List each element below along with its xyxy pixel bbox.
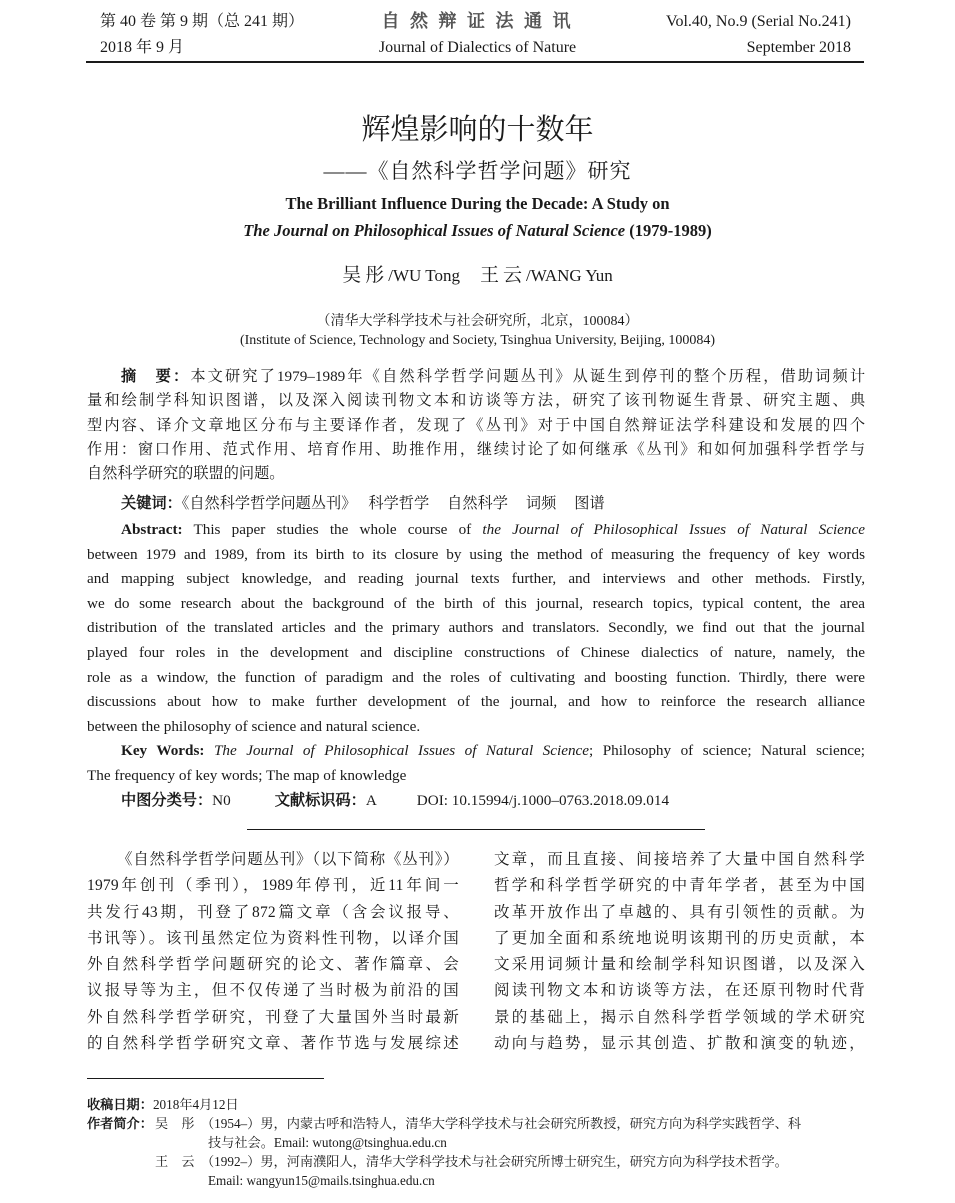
doc-code-value: A [365,792,377,809]
author-1-cn: 吴彤 [342,265,389,286]
abstract-en-line: between the philosophy of science and natural science. [87,717,421,735]
header-issue-cn: 第 40 卷 第 9 期（总 241 期） [100,13,305,30]
keywords-cn [121,492,605,516]
keyword-item: 《自然科学哲学问题丛刊》 [181,495,357,512]
abstract-en [87,518,865,789]
author-line [0,264,955,288]
header-rule [86,61,864,63]
body-line: 外自然科学哲学问题研究的论文、著作篇章、会 [87,956,459,974]
author-bio-2-text: （1992–）男，河南濮阳人，清华大学科学技术与社会研究所博士研究生，研究方向为科学技术哲学。 [201,1154,788,1169]
author-bio-2-email: Email: wangyun15@mails.tsinghua.edu.cn [208,1173,435,1188]
title-cn: 辉煌影响的十数年 [361,114,594,146]
header-date-en: September 2018 [746,39,851,56]
abstract-cn-label: 摘 要： [121,368,191,385]
body-line: 的自然科学哲学研究文章、著作节选与发展综述 [87,1035,459,1053]
author-2-en: /WANG Yun [525,266,613,285]
abstract-en-line: and mapping subject knowledge, and reading journal texts further, and interviews and other methods. Firstly, [87,570,865,588]
keywords-en-label: Key Words: [121,742,205,760]
body-line: 景的基础上，揭示自然科学哲学领域的学术研究 [494,1008,865,1026]
author-bio-1 [87,1114,865,1152]
abstract-en-line: role as a window, the function of paradigm and the roles of cultivating and boosting function. Thirdly, there were [87,668,865,686]
header-date-cn: 2018 年 9 月 [100,39,185,56]
abstract-en-line: played four roles in the development and discipline constructions of Chinese dialectics of nature, namely, the [87,643,865,661]
abstract-cn-line: 自然科学研究的联盟的问题。 [87,465,285,483]
abstract-en-line: between 1979 and 1989, from its birth to its closure by using the method of measuring the frequency of key words [87,545,865,563]
author-bio-1-email: 技与社会。Email: wutong@tsinghua.edu.cn [208,1135,447,1150]
body-line: 了更加全面和系统地说明该期刊的历史贡献，本 [494,929,865,947]
section-rule [247,829,705,830]
author-bio-1-text: （1954–）男，内蒙古呼和浩特人，清华大学科学技术与社会研究所教授，研究方向为科学实践哲学、科 [201,1116,802,1131]
footnote-rule [87,1078,324,1079]
abstract-en-line: we do some research about the background of the birth of this journal, research topics, typical content, the area [87,594,865,612]
classification-line [121,789,669,813]
title-en-journal: The Journal on Philosophical Issues of Natural Science [243,221,626,240]
body-line: 动向与趋势，显示其创造、扩散和演变的轨迹， [494,1035,865,1053]
keyword-item: 词频 [525,495,557,512]
clc-value: N0 [212,792,231,809]
abstract-cn-line: 量和绘制学科知识图谱，以及深入阅读刊物文本和访谈等方法，研究了该刊物诞生背景、研究主题、典 [87,392,865,410]
received-label: 收稿日期： [87,1097,153,1112]
journal-title-en: Journal of Dialectics of Nature [378,39,577,56]
body-line: 哲学和科学哲学研究的中青年学者，甚至为中国 [494,877,865,895]
abstract-cn-line: 摘 要：本文研究了1979–1989年《自然科学哲学问题丛刊》从诞生到停刊的整个历程，借助词频计 [121,368,866,385]
doi: DOI: 10.15994/j.1000–0763.2018.09.014 [416,792,670,809]
body-line: 文章，而且直接、间接培养了大量中国自然科学 [494,851,865,868]
subtitle-cn: ——《自然科学哲学问题》研究 [323,159,632,183]
body-line: 外自然科学哲学研究，刊登了大量国外当时最新 [87,1008,459,1026]
title-en-line2: The Journal on Philosophical Issues of Natural Science (1979-1989) [243,221,712,240]
author-bio-1-name: 吴 彤 [155,1116,195,1131]
received-date: 收稿日期：2018年4月12日 [87,1097,239,1112]
header-volume-en: Vol.40, No.9 (Serial No.241) [665,13,851,30]
body-column-right [494,847,865,1057]
author-2-cn: 王云 [479,265,526,286]
keyword-item: 科学哲学 [368,495,430,512]
abstract-en-line: distribution of the translated articles and the primary authors and translators. Secondly, we find out that the journal [87,619,865,637]
affiliation-cn: （清华大学科学技术与社会研究所，北京，100084） [316,314,639,329]
body-line: 议报导等为主，但不仅传递了当时极为前沿的国 [87,982,459,1000]
abstract-en-label: Abstract: [121,521,183,538]
journal-title-cn: 自 然 辩 证 法 通 讯 [381,11,574,31]
body-column-left [87,847,459,1057]
body-line: 阅读刊物文本和访谈等方法，在还原刊物时代背 [494,982,865,1000]
body-line: 1979年创刊（季刊），1989年停刊，近11年间一 [87,877,459,895]
author-bio-2 [87,1152,865,1190]
author-1-en: /WU Tong [388,266,460,285]
body-line: 共发行43期，刊登了872篇文章（含会议报导、 [87,903,459,921]
abstract-cn-line: 作用：窗口作用、范式作用、培育作用、助推作用，继续讨论了如何继承《丛刊》和如何加强科学哲学与 [87,440,865,458]
abstract-en-line: Abstract: This paper studies the whole course of the Journal of Philosophical Issues of Natural Science [121,521,865,538]
affiliation-en: (Institute of Science, Technology and Society, Tsinghua University, Beijing, 100084) [239,333,716,348]
keywords-en-line2: The frequency of key words; The map of knowledge [87,766,407,784]
author-bio-label: 作者简介： [87,1116,153,1131]
doc-code-label: 文献标识码： [274,792,366,809]
keywords-cn-label: 关键词： [121,495,182,512]
author-bio-2-name: 王 云 [155,1154,195,1169]
abstract-en-line: discussions about how to make further development of the journal, and how to reinforce the research alliance [87,693,865,711]
title-en-line1: The Brilliant Influence During the Decade: A Study on [285,194,670,213]
keyword-item: 自然科学 [447,495,508,512]
body-line: 书讯等）。该刊虽然定位为资料性刊物，以译介国 [87,929,459,947]
body-line: 《自然科学哲学问题丛刊》（以下简称《丛刊》） [117,851,459,868]
keyword-item: 图谱 [574,495,605,512]
keywords-en: Key Words: The Journal of Philosophical Issues of Natural Science; Philosophy of science; Natural science; [121,742,866,760]
footnote [87,1095,865,1190]
body-line: 文采用词频计量和绘制学科知识图谱，以及深入 [494,956,865,974]
abstract-cn-line: 型内容、译介文章地区分布与主要译作者，发现了《丛刊》对于中国自然辩证法学科建设和发展的四个 [87,416,865,434]
clc-label: 中图分类号： [121,792,213,809]
body-line: 改革开放作出了卓越的、具有引领性的贡献。为 [494,903,865,921]
abstract-cn [87,365,865,486]
